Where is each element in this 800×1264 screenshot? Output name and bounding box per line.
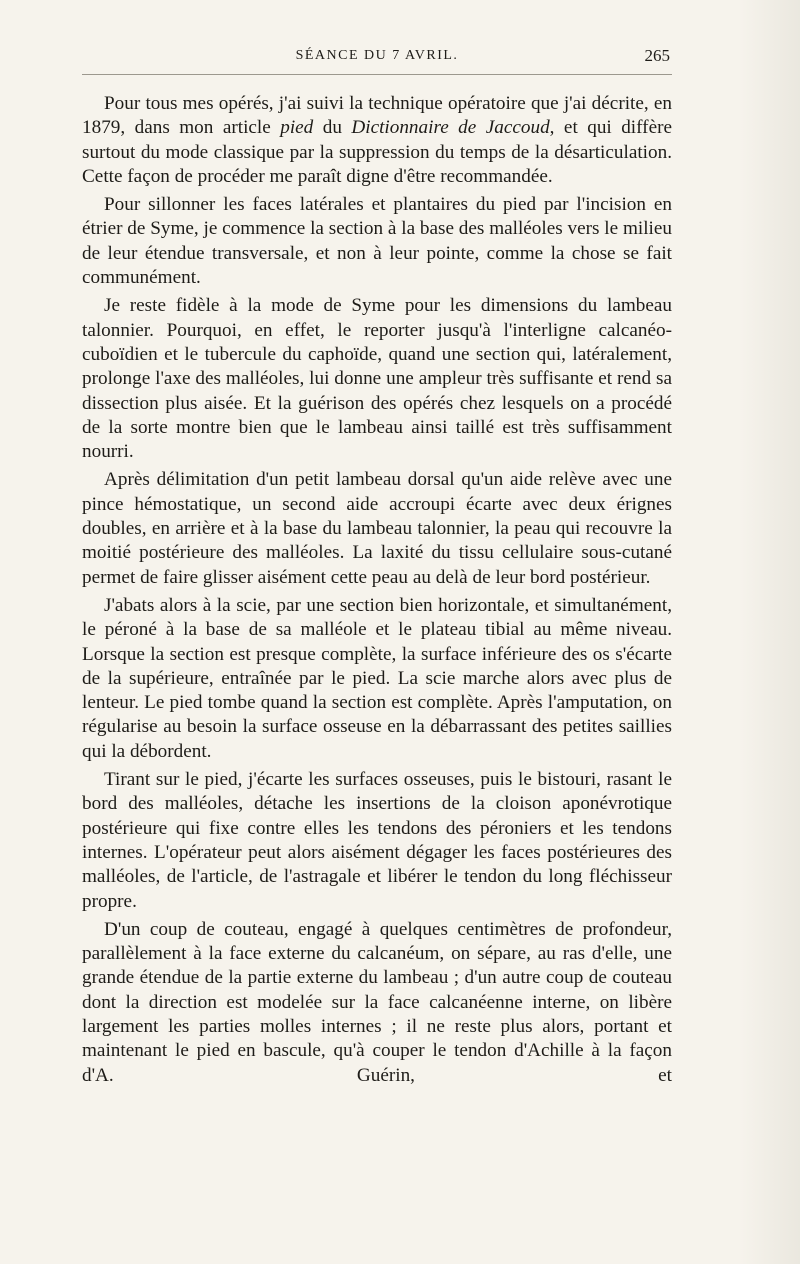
paragraph-1-text-a: Pour tous mes opérés, j'ai suivi la technique opératoire que j'ai décrite, en 1879, dans mon article (82, 93, 672, 139)
paragraph-5: J'abats alors à la scie, par une section bien horizontale, et simultanément, le péroné à la base de sa malléole et le plateau tibial au même niveau. Lorsque la section est presque complète, la surface inférieure des os s'écarte de la supérieure, entraînée par le pied. La scie marche alors avec plus de lenteur. Le pied tombe quand la section est complète. Après l'amputation, on régularise au besoin la surface osseuse en la débarrassant des petites saillies qui la débordent. (82, 594, 672, 762)
italic-title-dictionnaire: Dictionnaire de Jaccoud (351, 117, 550, 139)
page-number: 265 (644, 46, 670, 65)
paragraph-6: Tirant sur le pied, j'écarte les surfaces osseuses, puis le bistouri, rasant le bord des malléoles, détache les insertions de la cloison aponévrotique postérieure qui fixe contre elles les tendons des péroniers et les tendons internes. L'opérateur peut alors aisément dégager les faces postérieures des malléoles, de l'article, de l'astragale et libérer le tendon du long fléchisseur propre. (82, 769, 672, 912)
paragraph-1-text-c: , et qui diffère surtout du mode classique par la suppression du temps de la désarticulation. Cette façon de procéder me paraît digne d'être recommandée. (82, 117, 672, 187)
paragraph-1 (82, 92, 672, 189)
paragraph-3: Je reste fidèle à la mode de Syme pour les dimensions du lambeau talonnier. Pourquoi, en effet, le reporter jusqu'à l'interligne calcanéo-cuboïdien et le tubercule du caphoïde, quand une section qui, latéralement, prolonge l'axe des malléoles, lui donne une ampleur très suffisante et rend sa dissection plus aisée. Et la guérison des opérés chez lesquels on a procédé de la sorte montre bien que le lambeau ainsi taillé est très suffisamment nourri. (82, 295, 672, 463)
paragraph-2: Pour sillonner les faces latérales et plantaires du pied par l'incision en étrier de Syme, je commence la section à la base des malléoles vers le milieu de leur étendue transversale, et non à leur pointe, comme la chose se fait communément. (82, 194, 672, 289)
paragraph-1-text-b: du (313, 117, 352, 139)
page-edge-shading (740, 0, 800, 1264)
italic-term-pied: pied (280, 117, 314, 139)
header-rule (82, 74, 672, 75)
body-text (82, 92, 672, 1088)
paragraph-7: D'un coup de couteau, engagé à quelques centimètres de profondeur, parallèlement à la face externe du calcanéum, on sépare, au ras d'elle, une grande étendue de la partie externe du lambeau ; d'un autre coup de couteau dont la direction est modelée sur la face calcanéenne interne, on libère largement les parties molles internes ; il ne reste plus alors, portant et maintenant le pied en bascule, qu'à couper le tendon d'Achille à la façon d'A. Guérin, et (82, 918, 672, 1086)
paragraph-4: Après délimitation d'un petit lambeau dorsal qu'un aide relève avec une pince hémostatique, un second aide accroupi écarte avec deux érignes doubles, en arrière et à la base du lambeau talonnier, la peau qui recouvre la moitié postérieure des malléoles. La laxité du tissu cellulaire sous-cutané permet de faire glisser aisément cette peau au delà de leur bord postérieur. (82, 469, 672, 588)
page-header (82, 44, 672, 74)
running-head: SÉANCE DU 7 AVRIL. (295, 48, 459, 63)
